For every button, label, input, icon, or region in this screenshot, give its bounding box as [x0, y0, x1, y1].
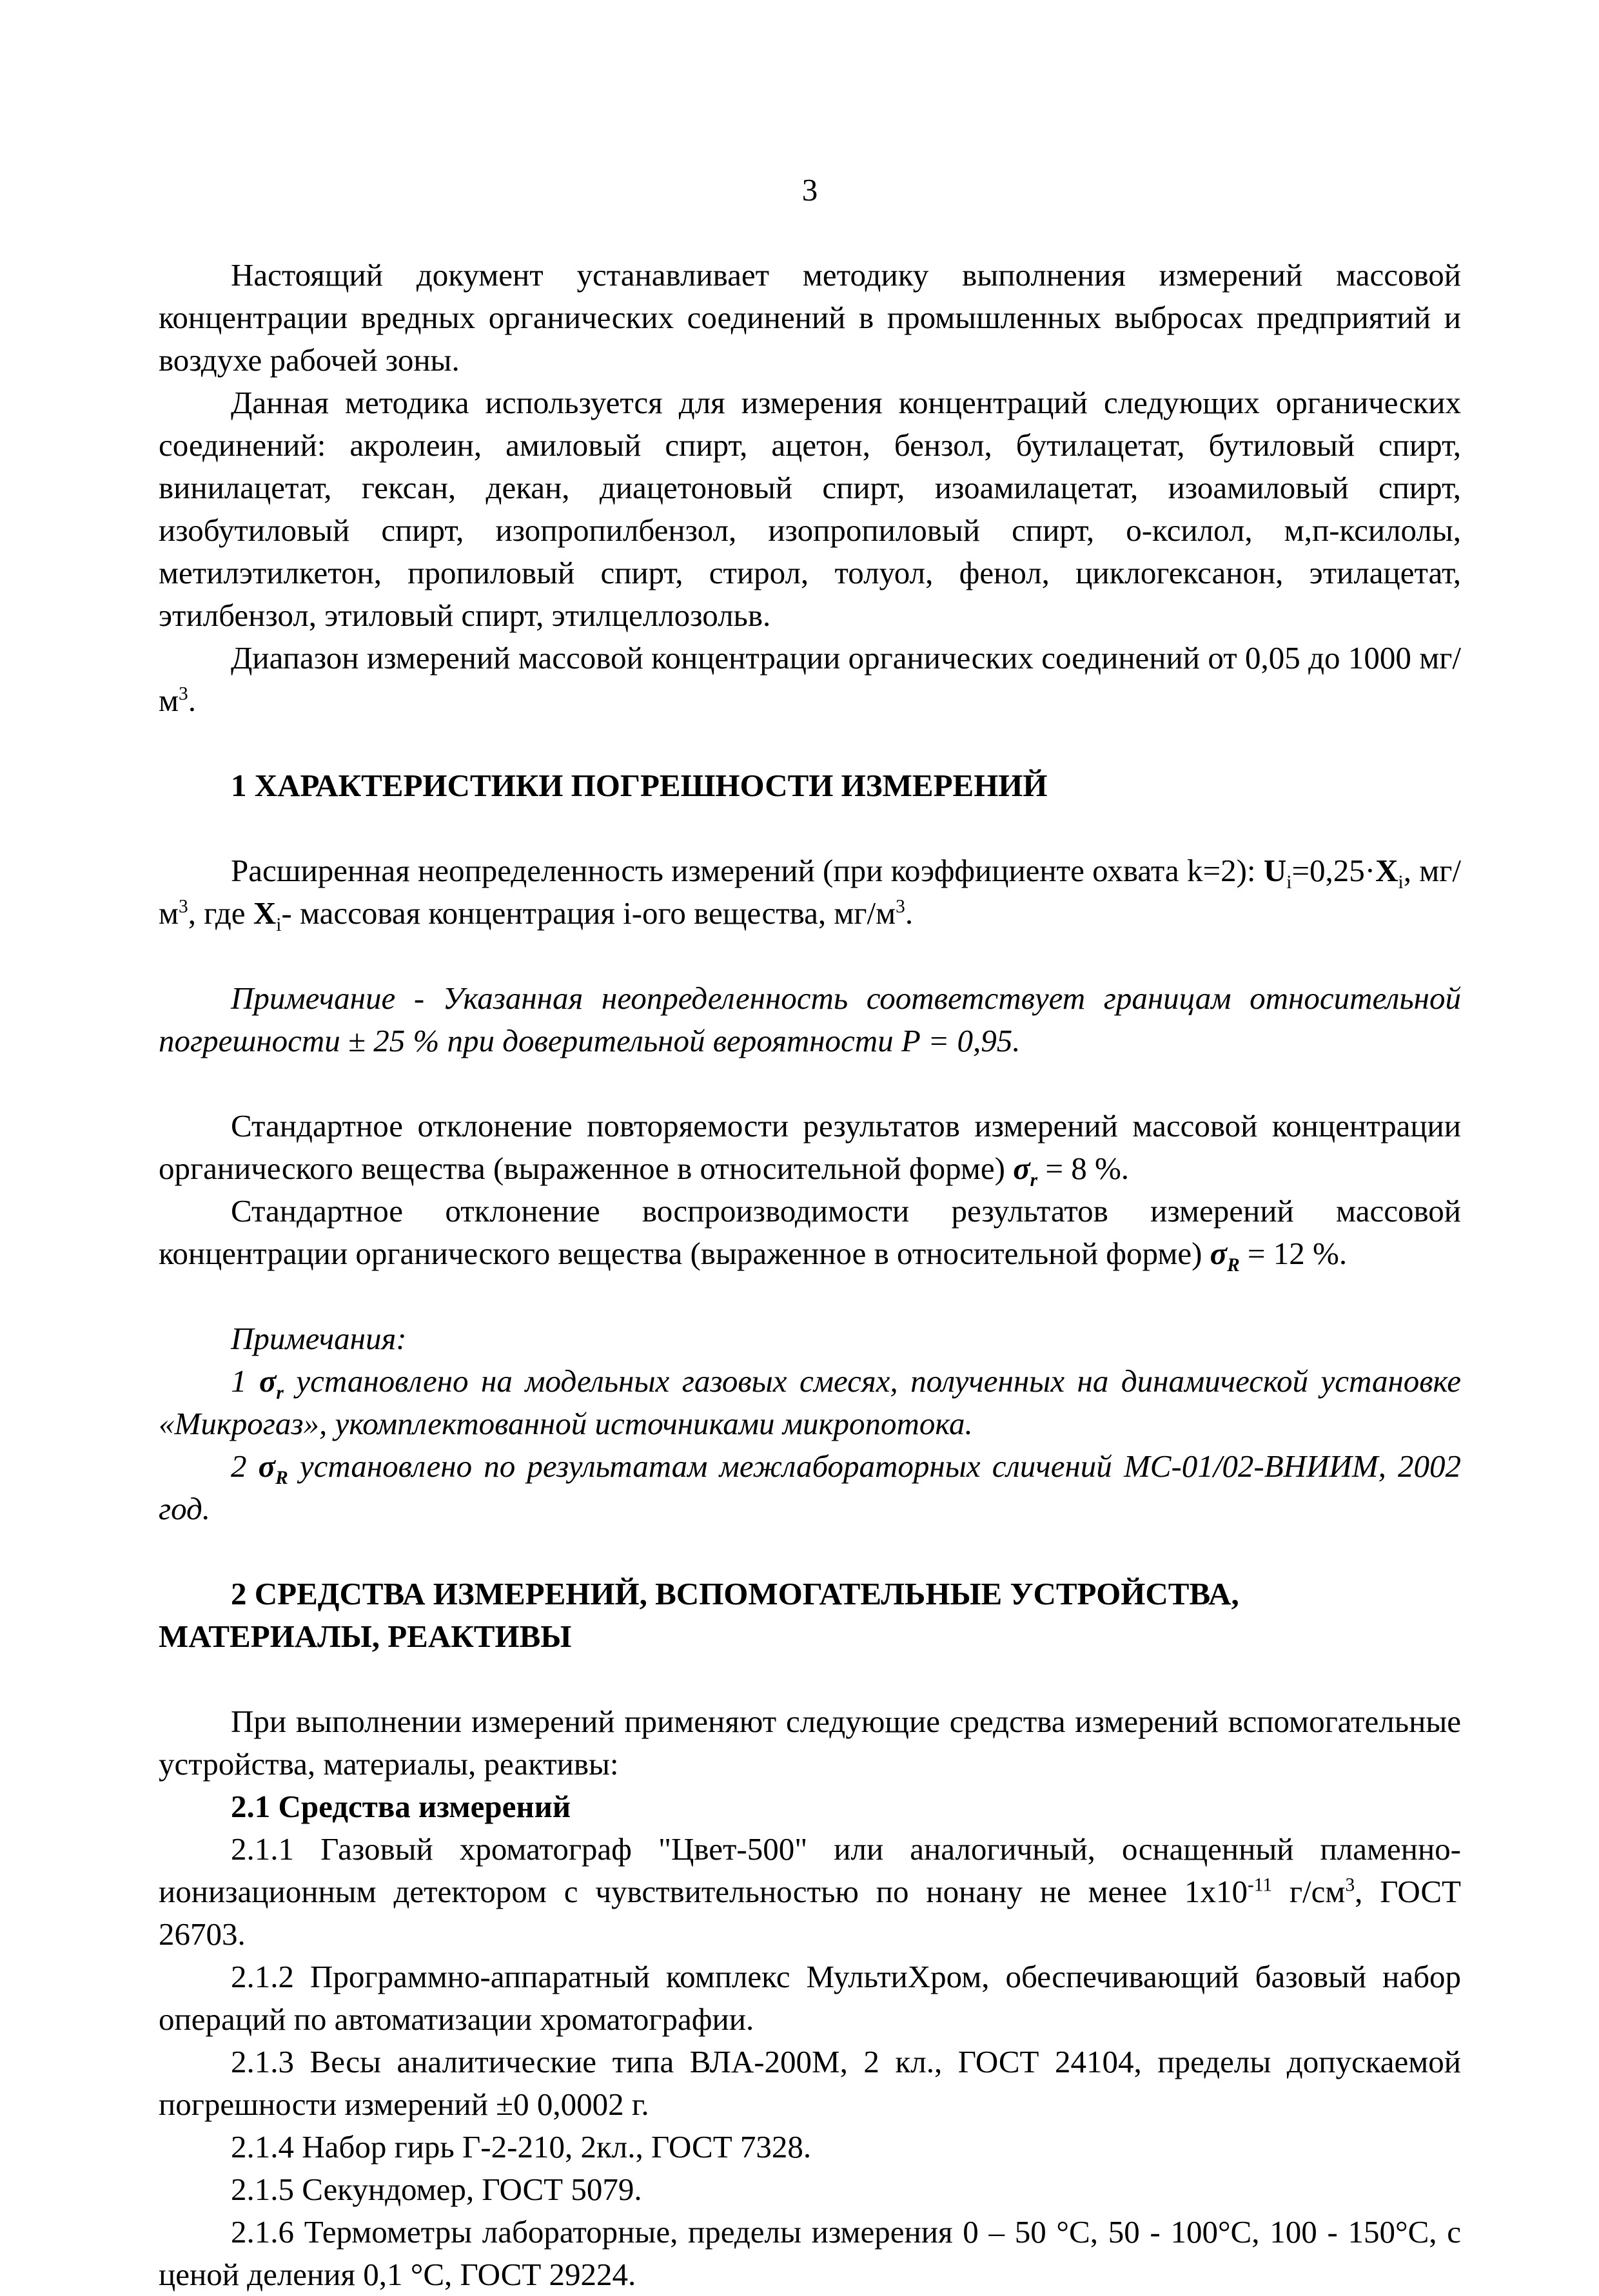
item-2-1-1-sup2: 3: [1345, 1874, 1355, 1896]
item-2-1-1-end: , ГОСТ 26703.: [159, 1874, 1461, 1952]
sigma-r-symbol: σ: [1013, 1151, 1030, 1186]
reproducibility-value: = 12 %.: [1239, 1236, 1348, 1271]
item-2-1-3: 2.1.3 Весы аналитические типа ВЛА-200М, 2 кл., ГОСТ 24104, пределы допускаемой погрешности измерений ±0 0,0002 г.: [159, 2044, 1461, 2122]
reproducibility-text: Стандартное отклонение воспроизводимости результатов измерений массовой концентрации органического вещества (выраженное в относительной форме): [159, 1193, 1461, 1271]
subsection-2-1-title: 2.1 Средства измерений: [231, 1789, 571, 1824]
uncertainty-text-b: =0,25·: [1291, 853, 1376, 888]
repeatability-text: Стандартное отклонение повторяемости результатов измерений массовой концентрации органического вещества (выраженное в относительной форме): [159, 1108, 1461, 1186]
note-2-text: установлено по результатам межлабораторных сличений МС-01/02-ВНИИМ, 2002 год.: [159, 1448, 1462, 1526]
spacer: [159, 935, 1461, 977]
note-uncertainty: Примечание - Указанная неопределенность соответствует границам относительной погрешности ± 25 % при доверительной вероятности P = 0,95.: [159, 980, 1461, 1058]
uncertainty-sup-1: 3: [179, 896, 188, 917]
section-2-title: 2 СРЕДСТВА ИЗМЕРЕНИЙ, ВСПОМОГАТЕЛЬНЫЕ УСТРОЙСТВА, МАТЕРИАЛЫ, РЕАКТИВЫ: [159, 1576, 1239, 1654]
uncertainty-sub-x: i: [1398, 871, 1404, 893]
notes-title: Примечания:: [231, 1321, 407, 1356]
note-1-text: установлено на модельных газовых смесях, полученных на динамической установке «Микрогаз», укомплектованной источниками микропотока.: [159, 1363, 1461, 1441]
page-number: 3: [801, 172, 818, 208]
item-2-1-1-unit: г/см: [1272, 1874, 1346, 1909]
uncertainty-sub-x2: i: [276, 914, 282, 935]
note-1: [159, 1360, 1461, 1445]
note-1-sigma: σ: [259, 1363, 277, 1399]
uncertainty-text-d: , где: [188, 895, 253, 931]
item-2-1-1-text: 2.1.1 Газовый хроматограф "Цвет-500" или аналогичный, оснащенный пламенно-ионизационным детектором с чувствительностью по нонану не менее 1х10: [159, 1831, 1461, 1909]
uncertainty-text-e: - массовая концентрация i-ого вещества, мг/м: [281, 895, 896, 931]
intro-paragraph-2: Данная методика используется для измерения концентраций следующих органических соединений: акролеин, амиловый спирт, ацетон, бензол, бутилацетат, бутиловый спирт, винилацетат, гексан, декан, диацетоновый спирт, изоамилацетат, изоамиловый спирт, изобутиловый спирт, изопропилбензол, изопропиловый спирт, о-ксилол, м,п-ксилолы, метилэтилкетон, пропиловый спирт, стирол, толуол, фенол, циклогексанон, этилацетат, этилбензол, этиловый спирт, этилцеллозольв.: [159, 385, 1461, 633]
uncertainty-symbol-x2: X: [253, 895, 277, 931]
range-sup: 3: [179, 683, 188, 705]
intro-paragraph-1: Настоящий документ устанавливает методику выполнения измерений массовой концентрации вредных органических соединений в промышленных выбросах предприятий и воздухе рабочей зоны.: [159, 257, 1461, 378]
range-text: Диапазон измерений массовой концентрации органических соединений от 0,05 до 1000 мг/м: [159, 640, 1461, 718]
range-end: .: [188, 683, 196, 718]
reproducibility-paragraph: [159, 1190, 1461, 1275]
repeatability-paragraph: [159, 1105, 1461, 1190]
note-2-sigma-sub: R: [275, 1467, 288, 1488]
item-2-1-2: 2.1.2 Программно-аппаратный комплекс МультиХром, обеспечивающий базовый набор операций по автоматизации хроматографии.: [159, 1959, 1461, 2037]
spacer: [159, 1275, 1461, 1318]
sigma-R-sub: R: [1227, 1254, 1240, 1276]
note-2-sigma: σ: [258, 1448, 276, 1484]
repeatability-value: = 8 %.: [1037, 1151, 1130, 1186]
item-2-1-4: 2.1.4 Набор гирь Г-2-210, 2кл., ГОСТ 7328.: [231, 2129, 812, 2165]
item-2-1-6: 2.1.6 Термометры лабораторные, пределы измерения 0 – 50 °С, 50 - 100°С, 100 - 150°С, с ценой деления 0,1 °С, ГОСТ 29224.: [159, 2214, 1461, 2292]
note-1-number: 1: [231, 1363, 259, 1399]
uncertainty-sub-u: i: [1286, 871, 1292, 893]
uncertainty-text-f: .: [905, 895, 914, 931]
uncertainty-text-c: , мг/м: [159, 853, 1461, 931]
sigma-r-sub: r: [1030, 1169, 1038, 1191]
sigma-R-symbol: σ: [1210, 1236, 1228, 1271]
item-2-1-5: 2.1.5 Секундомер, ГОСТ 5079.: [231, 2172, 642, 2207]
page-content: [159, 169, 1461, 2296]
note-2-number: 2: [231, 1448, 259, 1484]
uncertainty-text-a: Расширенная неопределенность измерений (при коэффициенте охвата k=2):: [231, 853, 1264, 888]
item-2-1-1: [159, 1828, 1461, 1956]
uncertainty-sup-2: 3: [896, 896, 905, 917]
note-2: [159, 1445, 1461, 1530]
intro-paragraph-3: [159, 637, 1461, 722]
spacer: [159, 1062, 1461, 1105]
note-1-sigma-sub: r: [276, 1382, 284, 1403]
uncertainty-symbol-x: X: [1375, 853, 1398, 888]
uncertainty-paragraph: [159, 850, 1461, 935]
section-1-title: 1 ХАРАКТЕРИСТИКИ ПОГРЕШНОСТИ ИЗМЕРЕНИЙ: [231, 768, 1048, 803]
section-2-intro: При выполнении измерений применяют следующие средства измерений вспомогательные устройства, материалы, реактивы:: [159, 1704, 1461, 1782]
uncertainty-symbol-u: U: [1263, 853, 1287, 888]
item-2-1-1-sup: -11: [1247, 1874, 1273, 1896]
